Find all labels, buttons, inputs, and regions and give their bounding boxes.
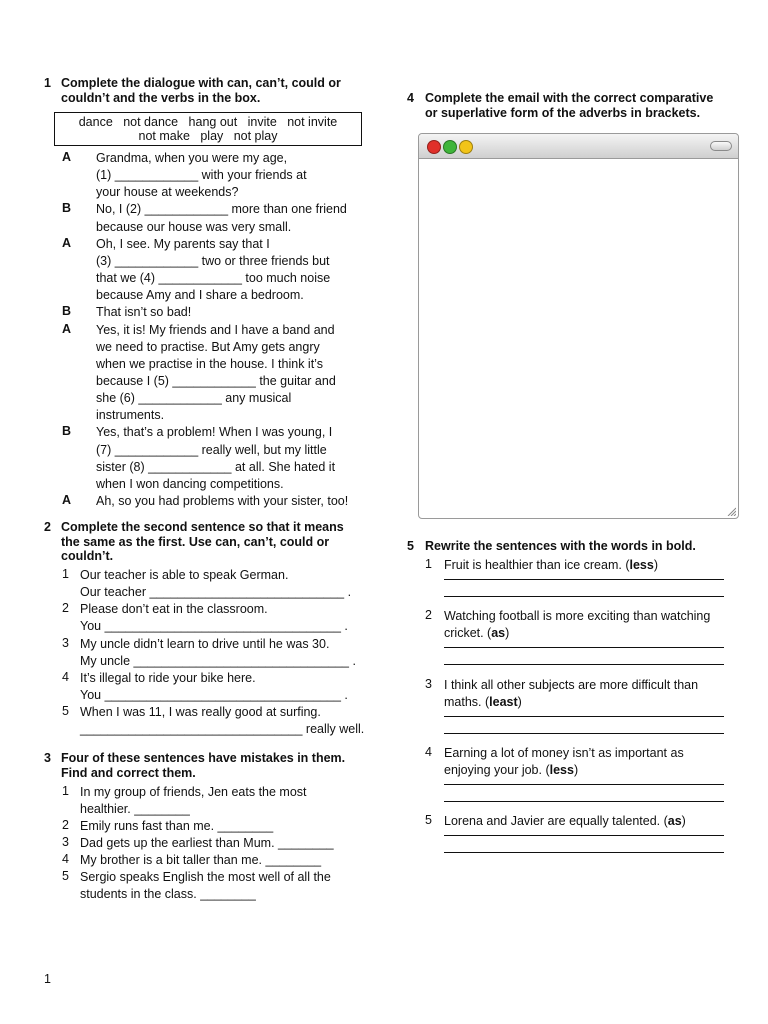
item-sentence-end: ) [573, 763, 579, 777]
item-sentence [444, 557, 658, 573]
answer-line[interactable] [444, 647, 724, 648]
dialogue-line: she (6) ____________ any musical [96, 391, 292, 406]
dialogue-line: that we (4) ____________ too much noise [96, 271, 331, 286]
ex1-title-line1: Complete the dialogue with can, can’t, could or [61, 76, 341, 90]
ex4-title-line1: Complete the email with the correct comparative [425, 91, 714, 105]
item-sentence: Emily runs fast than me. ________ [80, 819, 274, 833]
bold-word: less [629, 558, 654, 572]
item-sentence: My brother is a bit taller than me. ________ [80, 853, 322, 867]
dialogue-speaker: B [62, 424, 72, 439]
item-sentence: Dad gets up the earliest than Mum. ________ [80, 836, 334, 850]
dialogue-line: we need to practise. But Amy gets angry [96, 339, 320, 354]
ex5-number: 5 [407, 539, 414, 553]
ex3-title-line2: Find and correct them. [61, 765, 196, 780]
item-number: 3 [62, 635, 69, 650]
dialogue-line: when we practise in the house. I think it’s [96, 356, 323, 371]
item-number: 1 [62, 784, 69, 798]
dialogue-speaker: B [62, 304, 72, 319]
item-sentence-text: I think all other subjects are more difficult than [444, 678, 699, 692]
dialogue-line: (7) ____________ really well, but my little [96, 442, 327, 457]
dialogue-line: (3) ____________ two or three friends but [96, 253, 330, 268]
item-sentence: Sergio speaks English the most well of all the [80, 870, 331, 884]
item-sentence: It’s illegal to ride your bike here. [80, 670, 256, 685]
item-sentence: In my group of friends, Jen eats the most [80, 785, 307, 799]
item-number: 4 [62, 852, 69, 866]
dialogue-line: your house at weekends? [96, 185, 239, 200]
item-sentence-cont [444, 694, 522, 710]
answer-line[interactable] [444, 784, 724, 785]
dialogue-speaker: A [62, 150, 72, 164]
item-number: 1 [425, 557, 432, 571]
item-number: 5 [62, 704, 69, 719]
dialogue-speaker: A [62, 493, 72, 507]
close-button-icon[interactable] [427, 140, 441, 154]
ex3-number: 3 [44, 751, 51, 765]
item-answer-line[interactable]: Our teacher ____________________________ . [80, 585, 352, 599]
email-window-titlebar [419, 134, 738, 159]
item-number: 3 [425, 677, 432, 691]
item-sentence-end: ) [681, 814, 686, 828]
item-number: 4 [62, 669, 69, 684]
word-box [54, 112, 362, 146]
item-sentence-end: ) [505, 626, 510, 640]
ex1-title [61, 76, 341, 105]
dialogue-line: Oh, I see. My parents say that I [96, 236, 270, 251]
minimize-button-icon[interactable] [443, 140, 457, 154]
dialogue-line: (1) ____________ with your friends at [96, 168, 307, 183]
item-sentence-text: cricket. ( [444, 626, 492, 640]
ex2-title-line1: Complete the second sentence so that it means [61, 520, 344, 534]
item-sentence-cont: students in the class. ________ [80, 887, 256, 901]
dialogue-line: when I won dancing competitions. [96, 476, 284, 491]
item-answer-line[interactable]: ________________________________ really well. [80, 722, 365, 737]
answer-line[interactable] [444, 716, 724, 717]
ex3-title-line1: Four of these sentences have mistakes in them. [61, 751, 346, 765]
item-number: 2 [62, 601, 69, 616]
item-sentence-text: Watching football is more exciting than watching [444, 609, 711, 623]
bold-word: as [491, 626, 506, 640]
answer-line[interactable] [444, 852, 724, 853]
item-answer-line[interactable]: My uncle _______________________________ . [80, 653, 356, 668]
item-number: 5 [425, 813, 432, 827]
item-number: 2 [425, 608, 432, 622]
item-sentence-text: enjoying your job. ( [444, 763, 550, 777]
word-box-line2: not make play not play [138, 129, 278, 143]
dialogue-speaker: B [62, 201, 72, 216]
item-sentence [444, 677, 698, 693]
item-sentence [444, 813, 686, 829]
answer-line[interactable] [444, 733, 724, 734]
item-sentence-end: ) [517, 695, 522, 709]
item-sentence [444, 745, 684, 761]
dialogue-line: Ah, so you had problems with your sister, too! [96, 494, 349, 508]
answer-line[interactable] [444, 835, 724, 836]
item-number: 4 [425, 745, 432, 759]
ex1-title-line2: couldn’t and the verbs in the box. [61, 90, 261, 105]
item-sentence: Our teacher is able to speak German. [80, 568, 289, 582]
bold-word: least [489, 695, 518, 709]
item-number: 5 [62, 869, 69, 883]
answer-line[interactable] [444, 664, 724, 665]
item-sentence: When I was 11, I was really good at surfing. [80, 705, 321, 720]
dialogue-line: because I (5) ____________ the guitar and [96, 373, 336, 388]
dialogue-line: because Amy and I share a bedroom. [96, 288, 304, 303]
ex2-title-line3: couldn’t. [61, 549, 114, 563]
dialogue-line: because our house was very small. [96, 219, 292, 234]
item-sentence: My uncle didn’t learn to drive until he was 30. [80, 636, 330, 651]
answer-line[interactable] [444, 596, 724, 597]
ex1-number: 1 [44, 76, 51, 90]
email-window [418, 133, 739, 519]
email-body-area[interactable] [419, 159, 738, 518]
item-sentence-text: Earning a lot of money isn’t as important as [444, 746, 684, 760]
ex4-title [425, 91, 713, 120]
dialogue-line: Grandma, when you were my age, [96, 151, 288, 165]
item-answer-line[interactable]: You __________________________________ . [80, 687, 348, 702]
item-sentence-text: Fruit is healthier than ice cream. ( [444, 558, 630, 572]
answer-line[interactable] [444, 801, 724, 802]
ex4-number: 4 [407, 91, 414, 105]
item-number: 1 [62, 567, 69, 581]
ex5-title: Rewrite the sentences with the words in bold. [425, 539, 696, 553]
dialogue-line: Yes, that’s a problem! When I was young, I [96, 425, 333, 440]
ex2-title-line2: the same as the first. Use can, can’t, could or [61, 534, 330, 549]
item-sentence-cont: healthier. ________ [80, 802, 190, 816]
item-sentence [444, 608, 710, 624]
dialogue-line: No, I (2) ____________ more than one friend [96, 202, 347, 217]
dialogue-speaker: A [62, 235, 72, 250]
item-sentence-cont [444, 625, 509, 641]
answer-line[interactable] [444, 579, 724, 580]
maximize-button-icon[interactable] [459, 140, 473, 154]
resize-grip-icon[interactable] [726, 506, 736, 516]
ex3-title [61, 751, 345, 780]
dialogue-line: That isn’t so bad! [96, 305, 192, 320]
ex2-title [61, 520, 344, 564]
toolbar-toggle-icon[interactable] [710, 141, 732, 151]
word-box-line1: dance not dance hang out invite not invite [78, 115, 338, 129]
item-sentence: Please don’t eat in the classroom. [80, 602, 268, 617]
item-sentence-end: ) [653, 558, 659, 572]
item-sentence-text: maths. ( [444, 695, 490, 709]
dialogue-line: Yes, it is! My friends and I have a band and [96, 322, 335, 337]
dialogue-speaker: A [62, 321, 72, 336]
bold-word: as [667, 814, 682, 828]
page-number: 1 [44, 972, 51, 986]
item-number: 3 [62, 835, 69, 849]
item-number: 2 [62, 818, 69, 832]
ex2-number: 2 [44, 520, 51, 534]
item-answer-line[interactable]: You __________________________________ . [80, 619, 348, 634]
item-sentence-text: Lorena and Javier are equally talented. ( [444, 814, 668, 828]
dialogue-line: instruments. [96, 408, 165, 423]
bold-word: less [549, 763, 574, 777]
ex4-title-line2: or superlative form of the adverbs in brackets. [425, 105, 701, 120]
dialogue-line: sister (8) ____________ at all. She hated it [96, 459, 336, 474]
item-sentence-cont [444, 762, 578, 778]
